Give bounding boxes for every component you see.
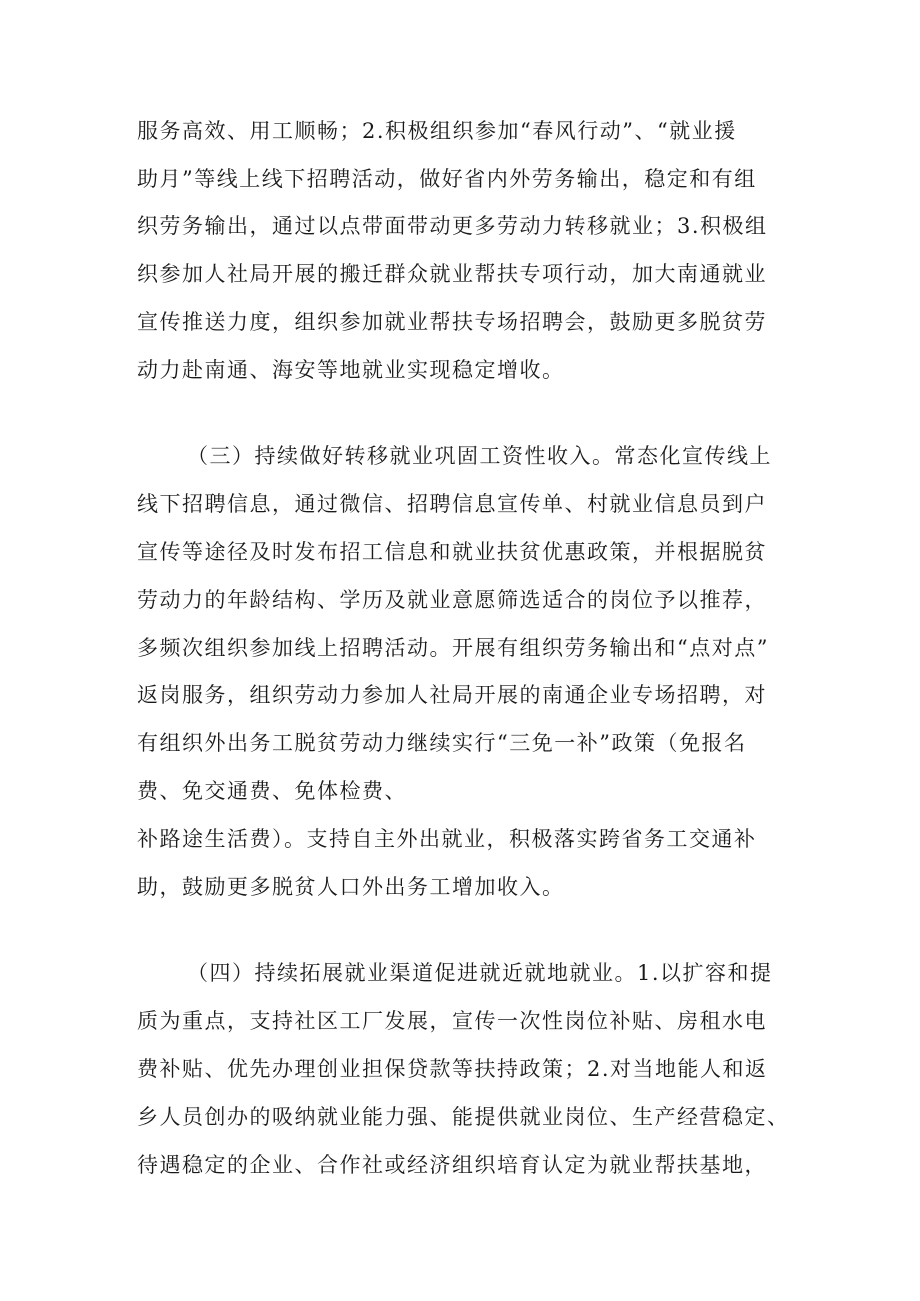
paragraph3-line-5: 待遇稳定的企业、合作社或经济组织培育认定为就业帮扶基地，	[137, 1153, 767, 1177]
paragraph1-line-4: 织参加人社局开展的搬迁群众就业帮扶专项行动，加大南通就业	[137, 262, 767, 286]
paragraph2-line-2: 线下招聘信息，通过微信、招聘信息宣传单、村就业信息员到户	[137, 492, 767, 516]
paragraph3-line-3: 费补贴、优先办理创业担保贷款等扶持政策；2.对当地能人和返	[137, 1057, 768, 1081]
paragraph1-line-1: 服务高效、用工顺畅；2.积极组织参加“春风行动”、“就业援	[137, 119, 737, 143]
paragraph1-line-2: 助月”等线上线下招聘活动，做好省内外劳务输出，稳定和有组	[137, 167, 757, 191]
paragraph2-line-8: 费、免交通费、免体检费、	[137, 779, 407, 803]
paragraph2-line-10: 助，鼓励更多脱贫人口外出务工增加收入。	[137, 875, 565, 899]
paragraph3-line-2: 质为重点，支持社区工厂发展，宣传一次性岗位补贴、房租水电	[137, 1009, 767, 1033]
paragraph2-line-7: 有组织外出务工脱贫劳动力继续实行“三免一补”政策（免报名	[137, 731, 747, 755]
paragraph2-line-4: 劳动力的年龄结构、学历及就业意愿筛选适合的岗位予以推荐，	[137, 588, 767, 612]
paragraph1-line-6: 动力赴南通、海安等地就业实现稳定增收。	[137, 358, 565, 382]
paragraph2-line-6: 返岗服务，组织劳动力参加人社局开展的南通企业专场招聘，对	[137, 683, 767, 707]
paragraph3-line-1: （四）持续拓展就业渠道促进就近就地就业。1.以扩容和提	[187, 961, 773, 985]
paragraph3-line-4: 乡人员创办的吸纳就业能力强、能提供就业岗位、生产经营稳定、	[137, 1105, 790, 1129]
paragraph2-line-3: 宣传等途径及时发布招工信息和就业扶贫优惠政策，并根据脱贫	[137, 540, 767, 564]
paragraph2-line-1: （三）持续做好转移就业巩固工资性收入。常态化宣传线上	[187, 444, 772, 468]
paragraph2-line-5: 多频次组织参加线上招聘活动。开展有组织劳务输出和“点对点”	[137, 636, 769, 660]
paragraph1-line-5: 宣传推送力度，组织参加就业帮扶专场招聘会，鼓励更多脱贫劳	[137, 310, 767, 334]
paragraph2-line-9: 补路途生活费）。支持自主外出就业，积极落实跨省务工交通补	[137, 827, 757, 851]
paragraph1-line-3: 织劳务输出，通过以点带面带动更多劳动力转移就业；3.积极组	[137, 214, 768, 238]
